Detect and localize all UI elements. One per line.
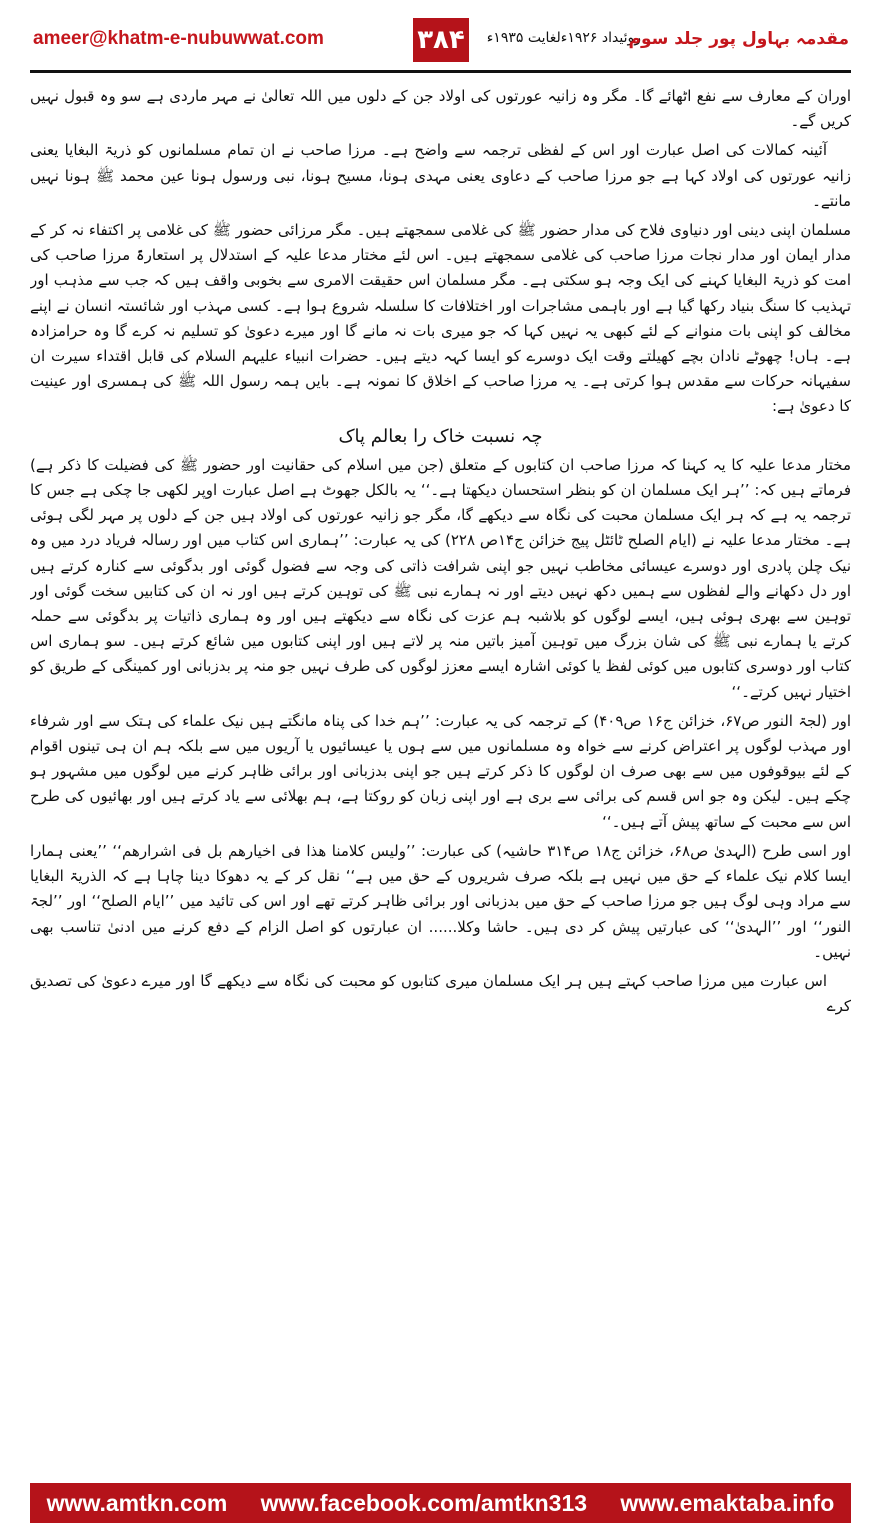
header-divider [30,70,851,73]
paragraph-3: مسلمان اپنی دینی اور دنیاوی فلاح کی مدار حضور ﷺ کی غلامی سمجھتے ہیں۔ مگر مرزائی حضور ﷺ کی غلامی پر اکتفاء نہ کر کے مدار ایمان اور مدار نجات مرزا صاحب کی غلامی سمجھتے ہیں۔ اس لئے مختار مدعا علیہ کے استدلال پر استعارۃً مرزا صاحب کی امت کو ذریۃ البغایا کہنے کی ایک وجہ ہو سکتی ہے۔ مگر مسلمان اس حقیقت الامری سے بخوبی واقف ہیں کہ جب سے مذہب اور تہذیب کا سنگ بنیاد رکھا گیا ہے اور باہمی مشاجرات اور اختلافات کا سلسلہ شروع ہوا ہے۔ کسی مہذب اور شائستہ انسان نے اپنے مخالف کو اپنی بات منوانے کے لئے کبھی یہ نہیں کہا کہ جو میری بات نہ مانے گا اور میرے دعویٰ کو تسلیم نہ کرے گا وہ حرامزادہ ہے۔ ہاں! چھوٹے نادان بچے کھیلتے وقت ایک دوسرے کو ایسا کہہ دیتے ہیں۔ حضرات انبیاء علیہم السلام کی قابل اقتداء سیرت ان سفیہانہ حرکات سے مقدس ہوا کرتی ہے۔ یہ مرزا صاحب کے اخلاق کا نمونہ ہے۔ بایں ہمہ رسول اللہ ﷺ کی ہمسری اور عینیت کا دعویٰ ہے: [30,221,851,416]
footer-link-amtkn[interactable]: www.amtkn.com [46,1489,228,1516]
header-subtitle: روئیداد ۱۹۲۶ءلغایت ۱۹۳۵ء [486,30,641,46]
page-body [30,84,851,1469]
persian-verse: چہ نسبت خاک را بعالم پاک [338,425,543,447]
page-footer [30,1483,851,1523]
footer-link-facebook[interactable]: www.facebook.com/amtkn313 [260,1489,588,1516]
header-email-link[interactable]: ameer@khatm-e-nubuwwat.com [33,28,324,49]
page-number-badge: ۳۸۴ [413,18,469,62]
page-header [0,0,881,78]
paragraph-7: اس عبارت میں مرزا صاحب کہتے ہیں ہر ایک مسلمان میری کتابوں کو محبت کی نگاہ سے دیکھے گا اور میرے دعویٰ کی تصدیق کرے [30,971,851,1016]
paragraph-4: مختار مدعا علیہ کا یہ کہنا کہ مرزا صاحب ان کتابوں کے متعلق (جن میں اسلام کی حقانیت اور حضور ﷺ کی فضیلت کا ذکر ہے) فرماتے ہیں کہ: ’’ہر ایک مسلمان ان کو بنظر استحسان دیکھتا ہے۔‘‘ یہ بالکل جھوٹ ہے اصل عبارت اوپر لکھی جا چکی ہے جس کا ترجمہ یہ ہے کہ ہر ایک مسلمان محبت کی نگاہ سے دیکھے گا، مگر جو زانیہ عورتوں کی اولاد ہیں جن کے دلوں پر مہر لگی ہوئی ہے۔ مختار مدعا علیہ نے (ایام الصلح ٹائٹل پیج خزائن ج۱۴ص ۲۲۸) کی یہ عبارت: ’’ہماری اس کتاب میں اور رسالہ فریاد درد میں وہ نیک چلن پادری اور دوسرے عیسائی مخاطب نہیں جو اپنی شرافت ذاتی کی وجہ سے فضول گوئی اور بدگوئی سے کنارہ کرتے ہیں اور دل دکھانے والے لفظوں سے ہمیں دکھ نہیں دیتے اور نہ ہمارے نبی ﷺ کی توہین کرتے ہیں اور نہ ان کی کتابیں سخت گوئی اور توہین سے بھری ہوئی ہیں، ایسے لوگوں کو بلاشبہ ہم عزت کی نگاہ سے دیکھتے ہیں اور وہ ہماری ذاتیات پر بدگوئی سے حملہ کرتے یا ہمارے نبی ﷺ کی شان بزرگ میں توہین آمیز باتیں منہ پر لاتے ہیں اور اپنی کتابوں میں شائع کرتے ہیں۔ سو ہماری اس کتاب اور دوسری کتابوں میں کوئی لفظ یا کوئی اشارہ ایسے معزز لوگوں کی طرف نہیں جو منہ پر بدزبانی اور کمینگی کے طریق کو اختیار نہیں کرتے۔‘‘ [30,455,851,701]
header-book-title: مقدمہ بہاول پور جلد سوم [628,29,849,49]
footer-link-emaktaba[interactable]: www.emaktaba.info [620,1489,835,1516]
paragraph-1: اوران کے معارف سے نفع اٹھائے گا۔ مگر وہ زانیہ عورتوں کی اولاد جن کے دلوں میں اللہ تعالیٰ نے مہر ماردی ہے سو وہ قبول نہیں کریں گے۔ [30,87,851,131]
paragraph-5: اور (لجۃ النور ص۶۷، خزائن ج۱۶ ص۴۰۹) کے ترجمہ کی یہ عبارت: ’’ہم خدا کی پناہ مانگتے ہیں نیک علماء کی ہتک سے اور شرفاء اور مہذب لوگوں پر اعتراض کرنے سے خواہ وہ مسلمانوں میں سے ہوں یا عیسائیوں یا آریوں میں سے بلکہ ہم ان ہی تینوں اقوام کے لئے بیوقوفوں میں سے بھی صرف ان لوگوں کا ذکر کرتے ہیں جو اپنی بدزبانی اور برائی ظاہر کرنے میں لوگوں میں مشہور ہو چکے ہیں۔ لیکن وہ جو اس قسم کی برائی سے بری ہے اور اپنی زبان کو روکتا ہے، ہم بھلائی سے یاد کرتے ہیں اور بھائیوں کی طرح اس سے محبت کے ساتھ پیش آتے ہیں۔‘‘ [30,711,851,831]
paragraph-2: آئینہ کمالات کی اصل عبارت اور اس کے لفظی ترجمہ سے واضح ہے۔ مرزا صاحب نے ان تمام مسلمانوں کو ذریۃ البغایا یعنی زانیہ عورتوں کی اولاد کہا ہے جو مرزا صاحب کے دعاوی یعنی مہدی ہونا، مسیح ہونا، نبی ورسول ہونا عین محمد ﷺ ہونا نہیں مانتے۔ [30,141,851,210]
paragraph-6: اور اسی طرح (الہدیٰ ص۶۸، خزائن ج۱۸ ص۳۱۴ حاشیہ) کی عبارت: ’’ولیس کلامنا ھذا فی اخیارھم بل فی اشرارھم‘‘ ’’یعنی ہمارا ایسا کلام نیک علماء کے حق میں نہیں ہے بلکہ صرف شریروں کے حق میں ہے‘‘ نقل کر کے یہ دھوکا دینا چاہا ہے کہ الذریۃ البغایا سے مراد وہی لوگ ہیں جو مرزا صاحب کے حق میں بدزبانی اور برائی ظاہر کرتے تھے اور اس کی تائید میں ’’ایام الصلح‘‘ اور ’’لجۃ النور‘‘ اور ’’الہدیٰ‘‘ کی عبارتیں پیش کر دی ہیں۔ حاشا وکلا...... ان عبارتوں کو اصل الزام کے دفع کرنے میں ادنیٰ تناسب بھی نہیں۔ [30,841,851,961]
